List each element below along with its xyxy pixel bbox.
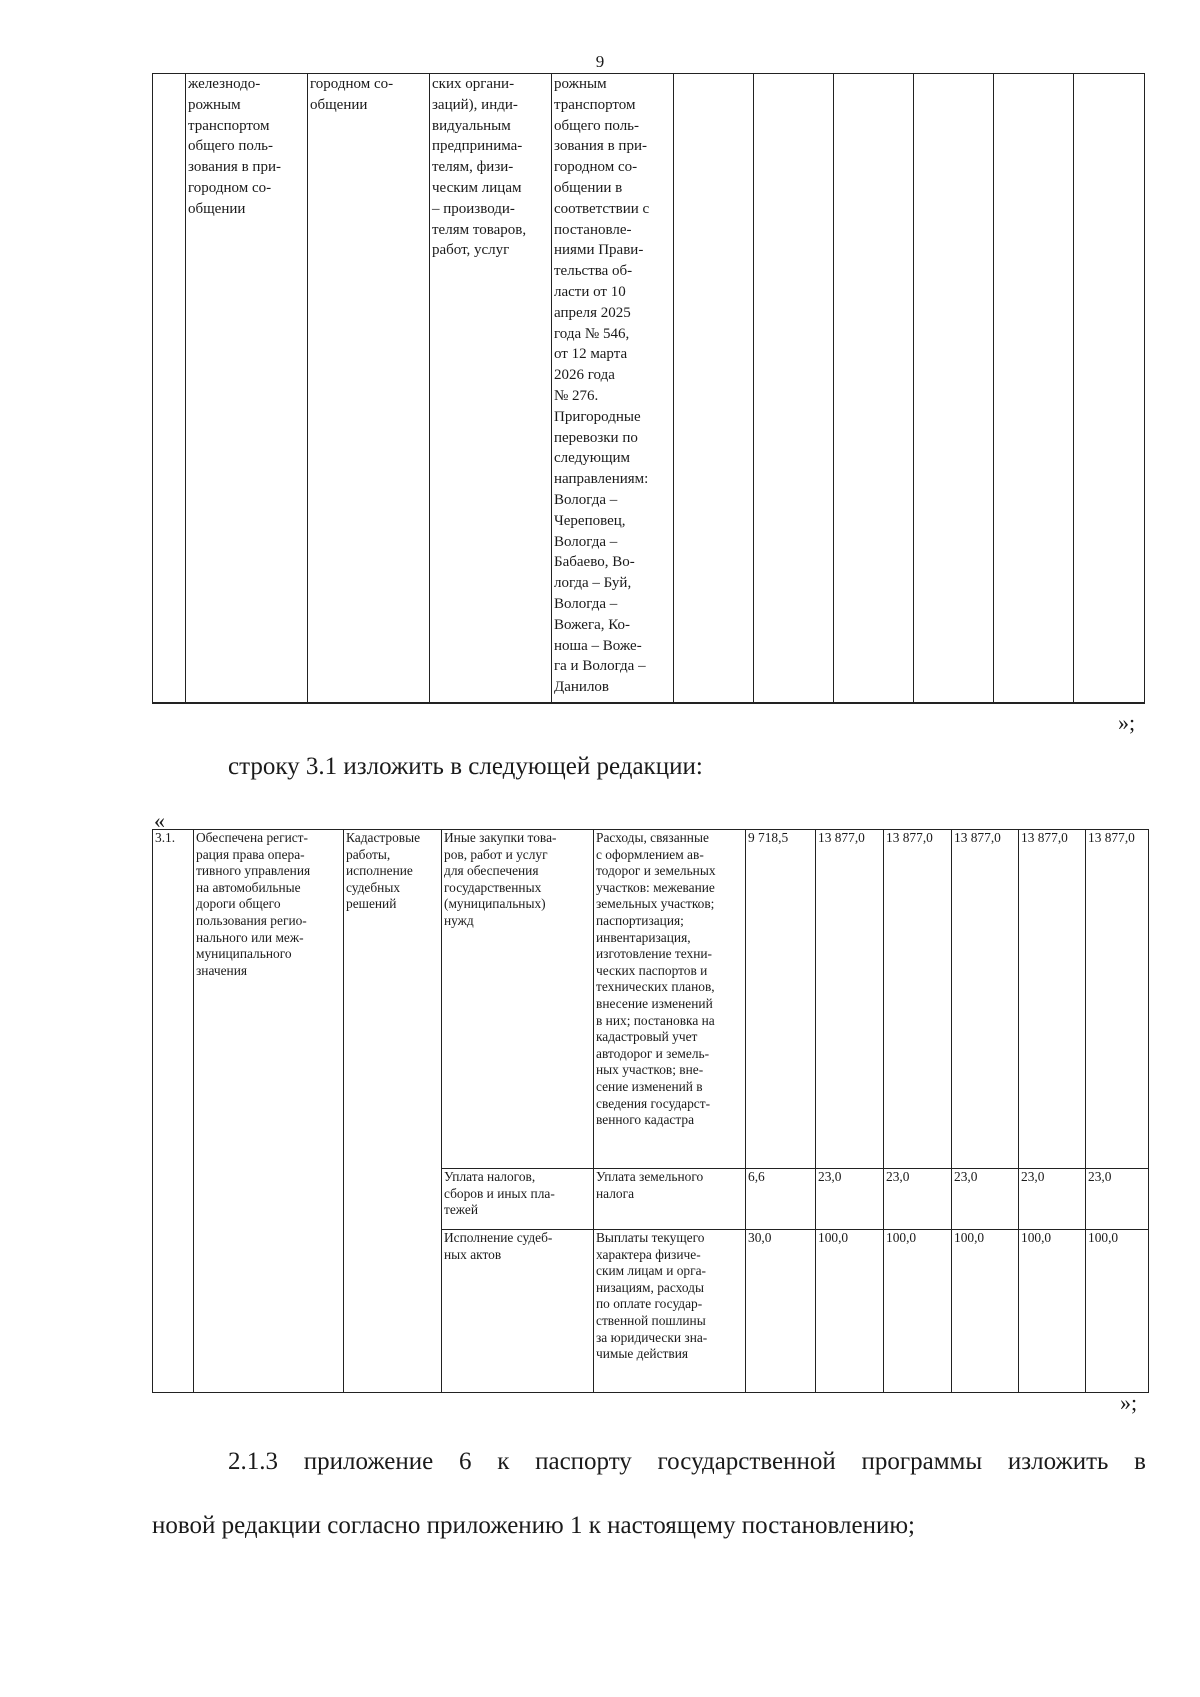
expense-desc-cell [594, 830, 746, 1169]
closing-quote: »; [1118, 710, 1136, 735]
value-cell: 23,0 [1019, 1169, 1086, 1230]
table-row [153, 74, 1145, 704]
value-cell: 30,0 [746, 1230, 816, 1393]
value-cell: 6,6 [746, 1169, 816, 1230]
value-cell: 23,0 [1086, 1169, 1149, 1230]
table-cell [914, 74, 994, 704]
table-cell [430, 74, 552, 704]
expense-desc-cell [594, 1169, 746, 1230]
value-cell: 23,0 [952, 1169, 1019, 1230]
cell-text: Уплата земельного налога [596, 1169, 704, 1201]
table-cell [1074, 74, 1145, 704]
expense-type-cell [442, 1169, 594, 1230]
expense-type-cell [442, 830, 594, 1169]
cell-text: рожным транспортом общего поль- зования в при- городном со- общении в соответствии с постановле- ниями Прави- тельства об- ласти от 10 апреля 2025 года № 546, от 12 марта 2026 года № 276. Пригородные перевозки по следующим направлениям: Вологда – Череповец, Вологда – Бабаево, Во- логда – Буй, Вологда – Вожега, Ко- ноша – Воже- га и Вологда – Данилов [554, 76, 650, 696]
cell-text: железнодо- рожным транспортом общего поль- зования в при- городном со- общении [188, 76, 281, 217]
value-cell: 13 877,0 [816, 830, 884, 1169]
paragraph-line: новой редакции согласно приложению 1 к настоящему постановлению; [152, 1512, 915, 1539]
value-cell: 9 718,5 [746, 830, 816, 1169]
cell-text: Кадастровые работы, исполнение судебных решений [346, 830, 421, 912]
activity-cell [344, 830, 442, 1393]
paragraph-2-1-3 [152, 1430, 1146, 1558]
value-cell: 13 877,0 [884, 830, 952, 1169]
table-cell [308, 74, 430, 704]
table-continuation [152, 73, 1145, 704]
table-cell [754, 74, 834, 704]
row-number [153, 830, 194, 1393]
cell-text: Расходы, связанные с оформлением ав- тодорог и земельных участков: межевание земельных участков; паспортизация; инвентаризация, изготовление техни- ческих паспортов и технических планов, внесение изменений в них; постановка на кадастровый учет автодорог и земель- ных участков; вне- сение изменений в сведения государст- венного кадастра [596, 830, 716, 1128]
paragraph-line: 2.1.3 приложение 6 к паспорту государственной программы изложить в [228, 1448, 1146, 1475]
table-cell [994, 74, 1074, 704]
value-cell: 23,0 [884, 1169, 952, 1230]
expense-type-cell [442, 1230, 594, 1393]
value-cell: 23,0 [816, 1169, 884, 1230]
task-cell [194, 830, 344, 1393]
section-heading: строку 3.1 изложить в следующей редакции: [228, 753, 703, 780]
table-cell [186, 74, 308, 704]
cell-text: Иные закупки това- ров, работ и услуг для обеспечения государственных (муниципальных) нужд [444, 830, 557, 928]
expense-desc-cell [594, 1230, 746, 1393]
cell-text: Уплата налогов, сборов и иных пла- тежей [444, 1169, 555, 1218]
cell-text: Выплаты текущего характера физиче- ским лицам и орга- низациям, расходы по оплате государ- ственной пошлины за юридически зна- чимые действия [596, 1230, 708, 1362]
value-cell: 13 877,0 [1086, 830, 1149, 1169]
value-cell: 100,0 [816, 1230, 884, 1393]
closing-quote: »; [1120, 1390, 1138, 1415]
cell-text: городном со- общении [310, 76, 394, 113]
cell-text: 3.1. [155, 830, 176, 845]
table-row [153, 830, 1149, 1169]
cell-text: Исполнение судеб- ных актов [444, 1230, 553, 1262]
value-cell: 100,0 [1019, 1230, 1086, 1393]
value-cell: 100,0 [884, 1230, 952, 1393]
value-cell: 13 877,0 [952, 830, 1019, 1169]
value-cell: 100,0 [1086, 1230, 1149, 1393]
table-cell [153, 74, 186, 704]
table-cell [834, 74, 914, 704]
table-cell [674, 74, 754, 704]
value-cell: 100,0 [952, 1230, 1019, 1393]
table-cell [552, 74, 674, 704]
cell-text: Обеспечена регист- рация права опера- тивного управления на автомобильные дороги общего пользования регио- нального или меж- муниципального значения [196, 830, 311, 978]
table-row-3-1 [152, 829, 1149, 1393]
cell-text: ских органи- заций), инди- видуальным предпринима- телям, физи- ческим лицам – производи- телям товаров, работ, услуг [432, 76, 527, 259]
value-cell: 13 877,0 [1019, 830, 1086, 1169]
page-number: 9 [595, 52, 605, 71]
opening-quote: « [154, 808, 165, 833]
